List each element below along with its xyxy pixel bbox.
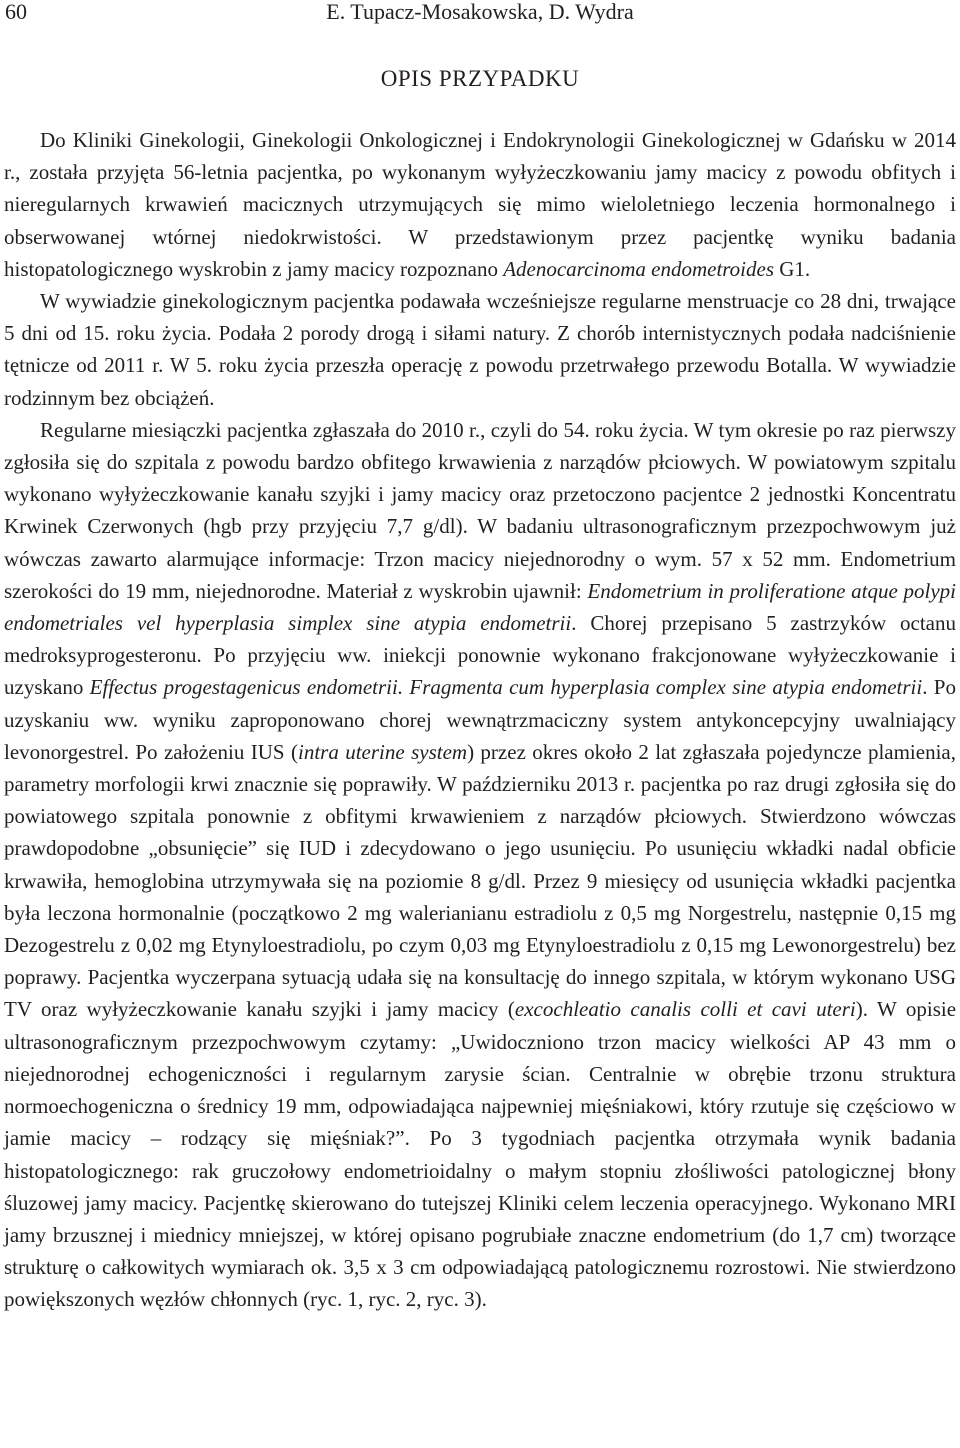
paragraph <box>4 285 956 414</box>
body-text <box>4 124 956 1316</box>
text-run: W wywiadzie ginekologicznym pacjentka podawała wcześniejsze regularne menstruacje co 28 dni, trwające 5 dni od 15. roku życia. Podała 2 porody drogą i siłami natury. Z chorób internistycznych podała nadciśnienie tętnicze od 2011 r. W 5. roku życia przeszła operację z powodu przetrwałego przewodu Botalla. W wywiadzie rodzinnym bez obciążeń. <box>4 289 956 410</box>
text-run: ) przez okres około 2 lat zgłaszała pojedyncze plamienia, parametry morfologii krwi znacznie się poprawiły. W październiku 2013 r. pacjentka po raz drugi zgłosiła się do powiatowego szpitala ponownie z obfitymi krwawieniem z narządów płciowych. Stwierdzono wówczas prawdopodobne „obsunięcie” się IUD i zdecydowano o jego usunięciu. Po usunięciu wkładki nadal obficie krwawiła, hemoglobina utrzymywała się na poziomie 8 g/dl. Przez 9 miesięcy od usunięcia wkładki pacjentka była leczona hormonalnie (początkowo 2 mg walerianianu estradiolu z 0,5 mg Norgestrelu, następnie 0,15 mg Dezogestrelu z 0,02 mg Etynyloestradiolu, po czym 0,03 mg Etynyloestradiolu z 0,15 mg Lewonorgestrelu) bez poprawy. Pacjentka wyczerpana sytuacją udała się na konsultację do innego szpitala, w którym wykonano USG TV oraz wyłyżeczkowanie kanału szyjki i jamy macicy ( <box>4 739 956 1022</box>
page-number: 60 <box>5 0 27 24</box>
running-head-authors: E. Tupacz-Mosakowska, D. Wydra <box>326 0 634 24</box>
latin-term: intra uterine system <box>297 739 468 764</box>
latin-term: Effectus progestagenicus endometrii. Fragmenta cum hyperplasia complex sine atypia endometrii <box>89 675 923 700</box>
paragraph <box>4 124 956 285</box>
paragraph <box>4 414 956 1316</box>
latin-term: Adenocarcinoma endometroides <box>503 256 774 281</box>
text-run: G1. <box>774 256 811 281</box>
text-run: Regularne miesiączki pacjentka zgłaszała do 2010 r., czyli do 54. roku życia. W tym okresie po raz pierwszy zgłosiła się do szpitala z powodu bardzo obfitego krwawienia z narządów płciowych. W powiatowym szpitalu wykonano wyłyżeczkowanie kanału szyjki i jamy macicy oraz przetoczono pacjentce 2 jednostki Koncentratu Krwinek Czerwonych (hgb przy przyjęciu 7,7 g/dl). W badaniu ultrasonograficznym przezpochwowym już wówczas zawarto alarmujące informacje: Trzon macicy niejednorodny o wym. 57 x 52 mm. Endometrium szerokości do 19 mm, niejednorodne. Materiał z wyskrobin ujawnił: <box>4 417 956 603</box>
latin-term: Endometrium in proliferatione atque polypi endometriales vel hyperplasia simplex sine atypia endometrii <box>4 578 956 636</box>
section-title: OPIS PRZYPADKU <box>380 66 580 91</box>
latin-term: excochleatio canalis colli et cavi uteri <box>514 997 856 1022</box>
text-run: ). W opisie ultrasonograficznym przezpochwowym czytamy: „Uwidoczniono trzon macicy wielkości AP 43 mm o niejednorodnej echogeniczności i regularnym zarysie ścian. Centralnie w obrębie trzonu struktura normoechogeniczna o średnicy 19 mm, odpowiadająca najpewniej mięśniakowi, który rzutuje się częściowo w jamie macicy – rodzący się mięśniak?”. Po 3 tygodniach pacjentka otrzymała wynik badania histopatologicznego: rak gruczołowy endometrioidalny o małym stopniu złośliwości patologicznej błony śluzowej jamy macicy. Pacjentkę skierowano do tutejszej Kliniki celem leczenia operacyjnego. Wykonano MRI jamy brzusznej i miednicy mniejszej, w której opisano pogrubiałe znaczne endometrium (do 1,7 cm) tworzące strukturę o całkowitych wymiarach ok. 3,5 x 3 cm odpowiadającą patologicznemu rozrostowi. Nie stwierdzono powiększonych węzłów chłonnych (ryc. 1, ryc. 2, ryc. 3). <box>4 997 957 1312</box>
text-run: Do Kliniki Ginekologii, Ginekologii Onkologicznej i Endokrynologii Ginekologicznej w Gdańsku w 2014 r., została przyjęta 56-letnia pacjentka, po wykonanym wyłyżeczkowaniu jamy macicy z powodu obfitych i nieregularnych krwawień macicznych utrzymujących się mimo wieloletniego leczenia hormonalnego i obserwowanej wtórnej niedokrwistości. W przedstawionym przez pacjentkę wyniku badania histopatologicznego wyskrobin z jamy macicy rozpoznano <box>4 128 956 281</box>
text-run: . Chorej przepisano 5 zastrzyków octanu medroksyprogesteronu. Po przyjęciu ww. iniekcji ponownie wykonano frakcjonowane wyłyżeczkowanie i uzyskano <box>4 611 956 700</box>
text-run: . Po uzyskaniu ww. wyniku zaproponowano chorej wewnątrzmaciczny system antykoncepcyjny uwalniający levonorgestrel. Po założeniu IUS ( <box>4 675 956 764</box>
running-head <box>0 0 960 30</box>
